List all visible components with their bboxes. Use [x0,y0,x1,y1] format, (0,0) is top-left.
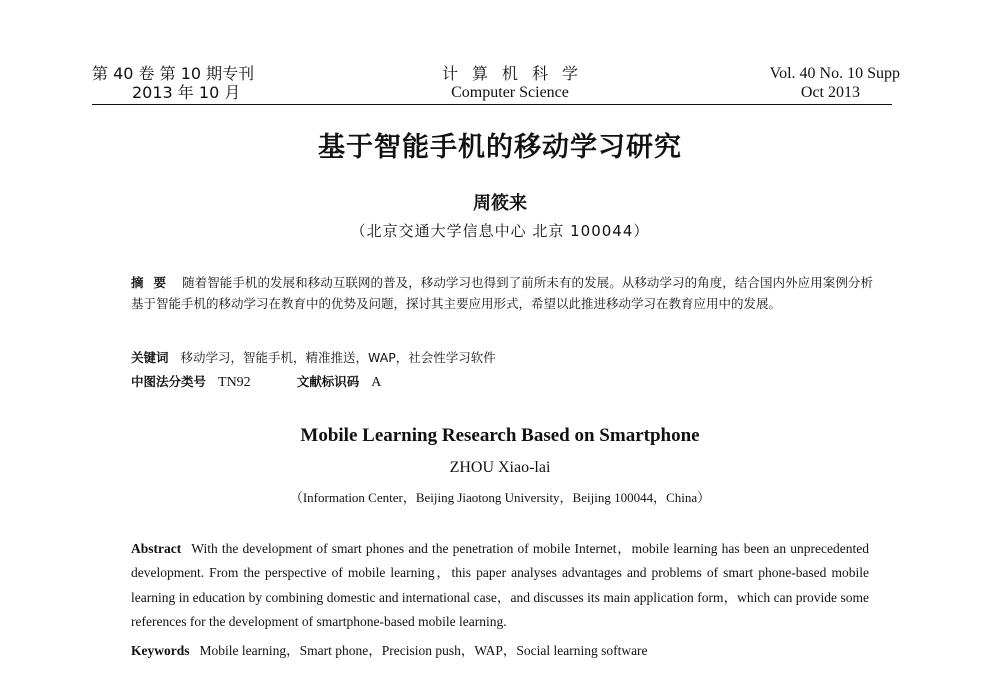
keywords-text-en: Mobile learning，Smart phone，Precision push，WAP，Social learning software [199,643,648,658]
doc-code-label: 文献标识码 [296,374,360,389]
author-name-en: ZHOU Xiao-lai [449,459,551,476]
journal-issue-info [92,64,312,102]
volume-issue-en: Vol. 40 No. 10 Supp [769,65,900,82]
abstract-cn [131,272,873,314]
paper-title-en: Mobile Learning Research Based on Smartphone [300,425,700,446]
clc-label: 中图法分类号 [131,374,207,389]
journal-name [400,64,620,102]
abstract-label-en: Abstract [131,541,182,556]
doc-code-value: A [371,375,382,390]
keywords-label-cn: 关键词 [131,350,169,365]
keywords-text-cn: 移动学习，智能手机，精准推送，WAP，社会性学习软件 [180,350,496,365]
issue-date-en: Oct 2013 [800,84,860,101]
author-affiliation-en: （Information Center，Beijing Jiaotong University，Beijing 100044，China） [289,490,711,505]
classification-line [131,372,873,393]
issue-date: 2013 年 10 月 [132,83,241,102]
journal-volume-info-en [680,64,900,102]
author-name-cn: 周筱来 [473,193,527,214]
journal-name-en: Computer Science [451,84,569,101]
clc-value: TN92 [218,375,251,390]
paper-title-cn: 基于智能手机的移动学习研究 [318,132,682,163]
header-divider [92,104,892,105]
keywords-cn [131,348,873,368]
abstract-en [131,537,869,634]
abstract-text-en: With the development of smart phones and the penetration of mobile Internet，mobile learning has been an unprecedented development. From the perspective of mobile learning，this paper analyses advantages and problems of smart phone-based mobile learning in education by combining domestic and international case，and discusses its main application form，which can provide some references for the development of smartphone-based mobile learning. [131,541,869,629]
author-affiliation-cn: （北京交通大学信息中心 北京 100044） [350,222,650,240]
keywords-label-en: Keywords [131,643,190,658]
abstract-text-cn: 随着智能手机的发展和移动互联网的普及，移动学习也得到了前所未有的发展。从移动学习的角度，结合国内外应用案例分析基于智能手机的移动学习在教育中的优势及问题，探讨其主要应用形式，希望以此推进移动学习在教育应用中的发展。 [131,275,873,311]
journal-name-cn: 计算机科学 [441,64,592,83]
volume-issue: 第 40 卷 第 10 期专刊 [92,64,255,83]
keywords-en [131,640,869,662]
abstract-label-cn: 摘要 [131,275,177,290]
